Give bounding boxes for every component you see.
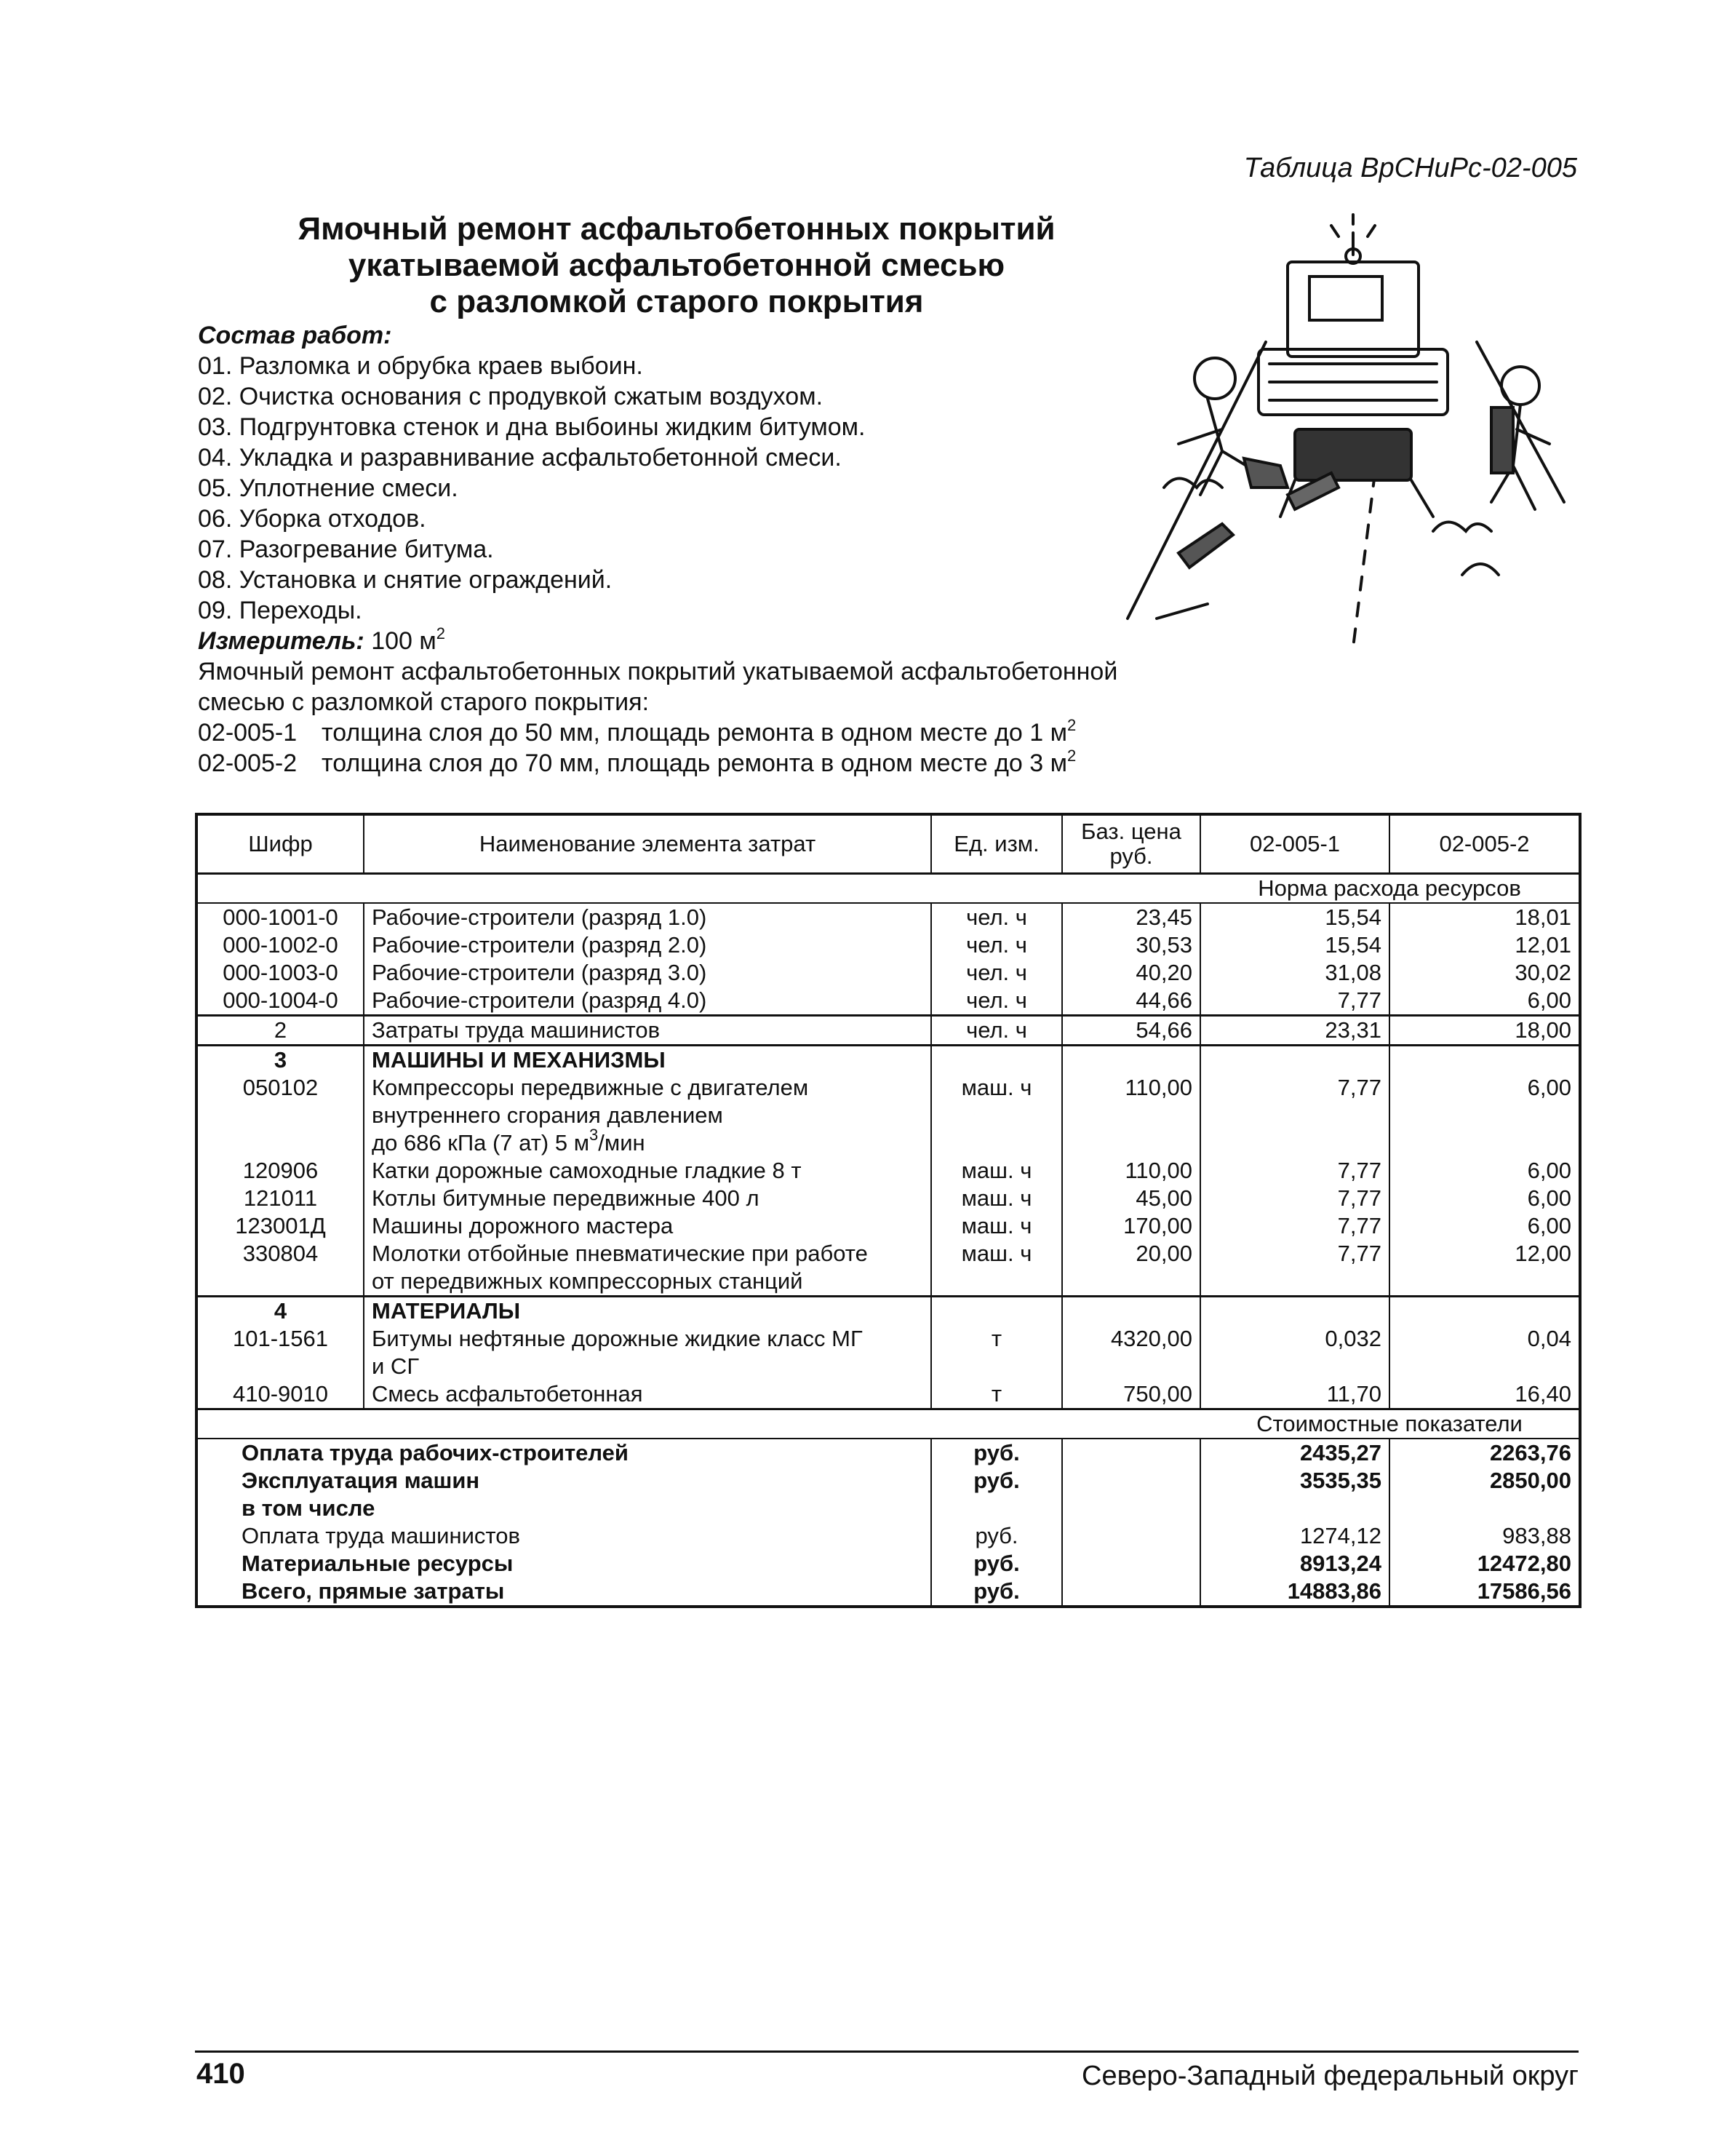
cell-price: 44,66	[1062, 987, 1200, 1016]
summary-label: в том числе	[196, 1495, 931, 1522]
cell-v2: 6,00	[1389, 1157, 1580, 1185]
cell-unit: маш. ч	[931, 1074, 1062, 1157]
summary-unit: руб.	[931, 1439, 1062, 1467]
cell-v2: 6,00	[1389, 1074, 1580, 1157]
table-row	[196, 1157, 1580, 1185]
summary-v2	[1389, 1495, 1580, 1522]
cell-code: 050102	[196, 1074, 364, 1157]
cell-name: Катки дорожные самоходные гладкие 8 т	[364, 1157, 931, 1185]
cell-name: Затраты труда машинистов	[364, 1016, 931, 1046]
section-code: 4	[196, 1297, 364, 1326]
table-row	[196, 1074, 1580, 1157]
cell-unit: т	[931, 1325, 1062, 1380]
cell-unit: чел. ч	[931, 903, 1062, 931]
footer-region: Северо-Западный федеральный округ	[1082, 2061, 1579, 2091]
table-row	[196, 1325, 1580, 1380]
cell-v2: 6,00	[1389, 987, 1580, 1016]
header-price: Баз. цена руб.	[1062, 814, 1200, 874]
summary-label: Оплата труда машинистов	[196, 1522, 931, 1550]
cell-name-line: Молотки отбойные пневматические при работе	[372, 1241, 868, 1266]
cell-v2: 6,00	[1389, 1212, 1580, 1240]
title-line: укатываемой асфальтобетонной смесью	[348, 247, 1005, 283]
cell-unit: т	[931, 1380, 1062, 1409]
table-row	[196, 987, 1580, 1016]
summary-row	[196, 1550, 1580, 1578]
cell-v2: 18,00	[1389, 1016, 1580, 1046]
cost-caption: Стоимостные показатели	[1200, 1409, 1580, 1439]
meter-sup: 2	[436, 624, 445, 643]
resource-cost-table	[195, 813, 1582, 1608]
norm-caption-row	[196, 874, 1580, 904]
section-code: 3	[196, 1046, 364, 1075]
document-title	[218, 211, 1135, 320]
work-item: 03. Подгрунтовка стенок и дна выбоины жидким битумом.	[198, 413, 866, 441]
summary-v2: 983,88	[1389, 1522, 1580, 1550]
cell-name-line	[372, 1126, 923, 1157]
work-item: 07. Разогревание битума.	[198, 536, 494, 563]
cell-v2: 6,00	[1389, 1185, 1580, 1212]
cell-price: 30,53	[1062, 931, 1200, 959]
cell-v1: 23,31	[1200, 1016, 1389, 1046]
works-heading: Состав работ:	[198, 322, 392, 349]
cell-price: 750,00	[1062, 1380, 1200, 1409]
section-row	[196, 1046, 1580, 1075]
page-number: 410	[196, 2058, 245, 2090]
table-row	[196, 931, 1580, 959]
summary-label: Эксплуатация машин	[196, 1467, 931, 1495]
cell-v1: 7,77	[1200, 1212, 1389, 1240]
title-line: Ямочный ремонт асфальтобетонных покрытий	[298, 211, 1056, 247]
norm-caption: Норма расхода ресурсов	[1200, 874, 1580, 904]
cell-code: 123001Д	[196, 1212, 364, 1240]
variant-sup: 2	[1067, 747, 1077, 765]
summary-label: Оплата труда рабочих-строителей	[196, 1439, 931, 1467]
table-header-row	[196, 814, 1580, 874]
table-row	[196, 1380, 1580, 1409]
cell-v1: 31,08	[1200, 959, 1389, 987]
cell-name-line: и СГ	[372, 1353, 420, 1379]
cell-name: Рабочие-строители (разряд 1.0)	[364, 903, 931, 931]
cell-v2: 0,04	[1389, 1325, 1580, 1380]
meter-line	[198, 626, 1231, 656]
work-item: 04. Укладка и разравнивание асфальтобетонной смеси.	[198, 444, 842, 472]
cell-name	[364, 1240, 931, 1297]
cell-unit: чел. ч	[931, 1016, 1062, 1046]
work-item: 05. Уплотнение смеси.	[198, 474, 458, 502]
summary-label: Всего, прямые затраты	[196, 1578, 931, 1607]
cell-v2: 18,01	[1389, 903, 1580, 931]
cell-name-line: Битумы нефтяные дорожные жидкие класс МГ	[372, 1326, 863, 1351]
summary-unit: руб.	[931, 1578, 1062, 1607]
header-variant-2: 02-005-2	[1389, 814, 1580, 874]
variant-line	[198, 748, 1231, 779]
summary-v2: 12472,80	[1389, 1550, 1580, 1578]
cell-name-part: до 686 кПа (7 ат) 5 м	[372, 1130, 590, 1155]
header-code: Шифр	[196, 814, 364, 874]
cell-price: 4320,00	[1062, 1325, 1200, 1380]
cell-price: 170,00	[1062, 1212, 1200, 1240]
cell-price: 23,45	[1062, 903, 1200, 931]
work-item: 02. Очистка основания с продувкой сжатым воздухом.	[198, 383, 823, 410]
summary-unit: руб.	[931, 1522, 1062, 1550]
cell-v2: 30,02	[1389, 959, 1580, 987]
cell-unit: чел. ч	[931, 931, 1062, 959]
cell-unit: маш. ч	[931, 1185, 1062, 1212]
cell-name-line: внутреннего сгорания давлением	[372, 1102, 723, 1128]
cell-name-line: Компрессоры передвижные с двигателем	[372, 1075, 809, 1100]
cell-name: Рабочие-строители (разряд 2.0)	[364, 931, 931, 959]
cell-code: 121011	[196, 1185, 364, 1212]
meter-label: Измеритель:	[198, 627, 364, 655]
variant-code: 02-005-1	[198, 719, 298, 747]
cell-code: 120906	[196, 1157, 364, 1185]
cell-name: Рабочие-строители (разряд 3.0)	[364, 959, 931, 987]
description-line: Ямочный ремонт асфальтобетонных покрытий укатываемой асфальтобетонной	[198, 658, 1118, 685]
cell-code: 101-1561	[196, 1325, 364, 1380]
variant-line	[198, 717, 1231, 748]
cell-code: 000-1001-0	[196, 903, 364, 931]
summary-label: Материальные ресурсы	[196, 1550, 931, 1578]
summary-unit: руб.	[931, 1550, 1062, 1578]
work-item: 09. Переходы.	[198, 597, 362, 624]
cell-unit: маш. ч	[931, 1157, 1062, 1185]
variant-sup: 2	[1067, 716, 1077, 734]
summary-v1: 14883,86	[1200, 1578, 1389, 1607]
variant-text: толщина слоя до 70 мм, площадь ремонта в одном месте до 3 м	[322, 749, 1067, 777]
cell-code: 2	[196, 1016, 364, 1046]
cell-name-sup: 3	[589, 1126, 599, 1144]
summary-v2: 17586,56	[1389, 1578, 1580, 1607]
cell-code: 000-1003-0	[196, 959, 364, 987]
cell-unit: маш. ч	[931, 1212, 1062, 1240]
cell-v2: 16,40	[1389, 1380, 1580, 1409]
cell-code: 000-1002-0	[196, 931, 364, 959]
cell-v1: 7,77	[1200, 987, 1389, 1016]
cell-unit: чел. ч	[931, 959, 1062, 987]
table-reference: Таблица ВрСНиРс-02-005	[1243, 153, 1577, 183]
table-row	[196, 1016, 1580, 1046]
cell-code: 000-1004-0	[196, 987, 364, 1016]
summary-row	[196, 1522, 1580, 1550]
summary-row	[196, 1578, 1580, 1607]
cell-name-line: от передвижных компрессорных станций	[372, 1268, 803, 1294]
summary-unit: руб.	[931, 1467, 1062, 1495]
cell-name	[364, 1074, 931, 1157]
cell-v1: 15,54	[1200, 903, 1389, 931]
summary-v1: 8913,24	[1200, 1550, 1389, 1578]
cell-price: 40,20	[1062, 959, 1200, 987]
cell-v1: 7,77	[1200, 1185, 1389, 1212]
variant-code: 02-005-2	[198, 749, 298, 777]
cell-name: Рабочие-строители (разряд 4.0)	[364, 987, 931, 1016]
summary-v1: 2435,27	[1200, 1439, 1389, 1467]
cell-price: 20,00	[1062, 1240, 1200, 1297]
summary-row	[196, 1439, 1580, 1467]
cell-v2: 12,00	[1389, 1240, 1580, 1297]
cell-price: 110,00	[1062, 1157, 1200, 1185]
cell-v1: 15,54	[1200, 931, 1389, 959]
cell-name-part: /мин	[598, 1130, 645, 1155]
section-row	[196, 1297, 1580, 1326]
header-unit: Ед. изм.	[931, 814, 1062, 874]
cost-caption-row	[196, 1409, 1580, 1439]
summary-v2: 2263,76	[1389, 1439, 1580, 1467]
section-name: МАШИНЫ И МЕХАНИЗМЫ	[364, 1046, 931, 1075]
cell-v1: 7,77	[1200, 1157, 1389, 1185]
work-item: 08. Установка и снятие ограждений.	[198, 566, 613, 594]
summary-row	[196, 1495, 1580, 1522]
cell-v1: 11,70	[1200, 1380, 1389, 1409]
footer-divider	[195, 2050, 1579, 2053]
title-line: с разломкой старого покрытия	[429, 284, 924, 319]
table-row	[196, 959, 1580, 987]
cell-price: 54,66	[1062, 1016, 1200, 1046]
table-row	[196, 1185, 1580, 1212]
work-item: 01. Разломка и обрубка краев выбоин.	[198, 352, 643, 380]
cell-unit: чел. ч	[931, 987, 1062, 1016]
header-variant-1: 02-005-1	[1200, 814, 1389, 874]
cell-v1: 0,032	[1200, 1325, 1389, 1380]
table-row	[196, 1212, 1580, 1240]
cell-code: 410-9010	[196, 1380, 364, 1409]
cell-v2: 12,01	[1389, 931, 1580, 959]
summary-v2: 2850,00	[1389, 1467, 1580, 1495]
cell-v1: 7,77	[1200, 1240, 1389, 1297]
table-row	[196, 1240, 1580, 1297]
meter-value: 100 м	[371, 627, 436, 655]
cell-name	[364, 1325, 931, 1380]
work-item: 06. Уборка отходов.	[198, 505, 426, 533]
cell-name: Смесь асфальтобетонная	[364, 1380, 931, 1409]
section-name: МАТЕРИАЛЫ	[364, 1297, 931, 1326]
summary-v1: 1274,12	[1200, 1522, 1389, 1550]
cell-price: 45,00	[1062, 1185, 1200, 1212]
cell-code: 330804	[196, 1240, 364, 1297]
summary-v1	[1200, 1495, 1389, 1522]
cell-price: 110,00	[1062, 1074, 1200, 1157]
cell-unit: маш. ч	[931, 1240, 1062, 1297]
cell-v1: 7,77	[1200, 1074, 1389, 1157]
summary-unit	[931, 1495, 1062, 1522]
variant-text: толщина слоя до 50 мм, площадь ремонта в одном месте до 1 м	[322, 719, 1067, 747]
header-name: Наименование элемента затрат	[364, 814, 931, 874]
summary-row	[196, 1467, 1580, 1495]
cell-name: Котлы битумные передвижные 400 л	[364, 1185, 931, 1212]
summary-v1: 3535,35	[1200, 1467, 1389, 1495]
table-row	[196, 903, 1580, 931]
cell-name: Машины дорожного мастера	[364, 1212, 931, 1240]
work-description	[198, 320, 1231, 779]
description-line: смесью с разломкой старого покрытия:	[198, 688, 650, 716]
